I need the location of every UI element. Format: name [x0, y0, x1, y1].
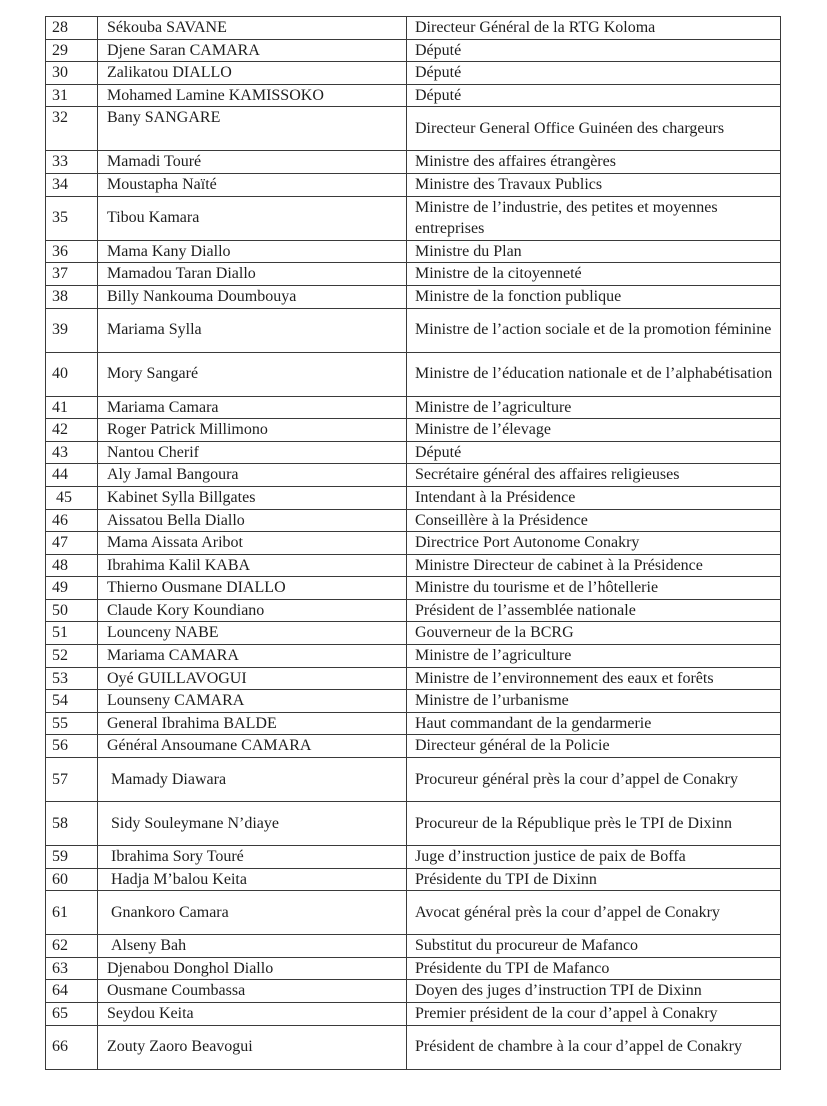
row-number: 44: [46, 464, 98, 487]
person-role: Doyen des juges d’instruction TPI de Dixinn: [407, 980, 781, 1003]
person-name: Ousmane Coumbassa: [98, 980, 407, 1003]
officials-table-body: [46, 17, 781, 1070]
person-name: Général Ansoumane CAMARA: [98, 735, 407, 758]
row-number: 65: [46, 1003, 98, 1026]
table-row: [46, 486, 781, 509]
row-number: 37: [46, 263, 98, 286]
person-role: Ministre des affaires étrangères: [407, 151, 781, 174]
person-role: Gouverneur de la BCRG: [407, 622, 781, 645]
person-role: Directeur General Office Guinéen des chargeurs: [407, 107, 781, 151]
table-row: [46, 419, 781, 442]
person-name: Bany SANGARE: [98, 107, 407, 151]
table-row: [46, 173, 781, 196]
row-number: 46: [46, 509, 98, 532]
person-role: Directeur Général de la RTG Koloma: [407, 17, 781, 40]
person-role: Ministre de l’éducation nationale et de l’alphabétisation: [407, 352, 781, 396]
row-number: 30: [46, 62, 98, 85]
row-number: 50: [46, 599, 98, 622]
row-number: 38: [46, 285, 98, 308]
person-name: Djene Saran CAMARA: [98, 39, 407, 62]
table-row: [46, 554, 781, 577]
person-role: Avocat général près la cour d’appel de Conakry: [407, 891, 781, 935]
table-row: [46, 464, 781, 487]
row-number: 51: [46, 622, 98, 645]
person-role: Ministre de la fonction publique: [407, 285, 781, 308]
person-role: Intendant à la Présidence: [407, 486, 781, 509]
person-role: Procureur de la République près le TPI de Dixinn: [407, 802, 781, 846]
row-number: 45: [46, 486, 98, 509]
person-name: Alseny Bah: [98, 935, 407, 958]
person-role: Directeur général de la Policie: [407, 735, 781, 758]
person-name: Sidy Souleymane N’diaye: [98, 802, 407, 846]
person-name: Thierno Ousmane DIALLO: [98, 577, 407, 600]
row-number: 66: [46, 1025, 98, 1069]
table-row: [46, 957, 781, 980]
person-role: Ministre du tourisme et de l’hôtellerie: [407, 577, 781, 600]
person-name: Claude Kory Koundiano: [98, 599, 407, 622]
person-name: Aly Jamal Bangoura: [98, 464, 407, 487]
person-role: Ministre de l’agriculture: [407, 645, 781, 668]
table-row: [46, 667, 781, 690]
person-role: Député: [407, 84, 781, 107]
person-role: Présidente du TPI de Dixinn: [407, 868, 781, 891]
row-number: 32: [46, 107, 98, 151]
person-name: Nantou Cherif: [98, 441, 407, 464]
person-role: Ministre de l’agriculture: [407, 396, 781, 419]
person-name: Oyé GUILLAVOGUI: [98, 667, 407, 690]
person-role: Député: [407, 441, 781, 464]
row-number: 48: [46, 554, 98, 577]
person-role: Procureur général près la cour d’appel de Conakry: [407, 758, 781, 802]
person-name: Ibrahima Kalil KABA: [98, 554, 407, 577]
person-name: Tibou Kamara: [98, 196, 407, 240]
person-role: Ministre du Plan: [407, 240, 781, 263]
row-number: 28: [46, 17, 98, 40]
table-row: [46, 196, 781, 240]
person-name: Lounseny CAMARA: [98, 690, 407, 713]
person-name: Kabinet Sylla Billgates: [98, 486, 407, 509]
person-name: Gnankoro Camara: [98, 891, 407, 935]
table-row: [46, 599, 781, 622]
row-number: 29: [46, 39, 98, 62]
row-number: 62: [46, 935, 98, 958]
table-row: [46, 84, 781, 107]
row-number: 57: [46, 758, 98, 802]
person-role: Substitut du procureur de Mafanco: [407, 935, 781, 958]
person-name: Zouty Zaoro Beavogui: [98, 1025, 407, 1069]
person-role: Haut commandant de la gendarmerie: [407, 712, 781, 735]
person-name: Seydou Keita: [98, 1003, 407, 1026]
row-number: 63: [46, 957, 98, 980]
person-role: Premier président de la cour d’appel à Conakry: [407, 1003, 781, 1026]
row-number: 34: [46, 173, 98, 196]
person-role: Directrice Port Autonome Conakry: [407, 532, 781, 555]
table-row: [46, 622, 781, 645]
person-name: Ibrahima Sory Touré: [98, 846, 407, 869]
person-name: Roger Patrick Millimono: [98, 419, 407, 442]
person-name: Mariama CAMARA: [98, 645, 407, 668]
table-row: [46, 151, 781, 174]
table-row: [46, 532, 781, 555]
person-role: Secrétaire général des affaires religieuses: [407, 464, 781, 487]
person-name: Mamady Diawara: [98, 758, 407, 802]
person-role: Conseillère à la Présidence: [407, 509, 781, 532]
row-number: 42: [46, 419, 98, 442]
row-number: 54: [46, 690, 98, 713]
officials-table: [45, 16, 781, 1070]
person-name: Mama Kany Diallo: [98, 240, 407, 263]
person-role: Présidente du TPI de Mafanco: [407, 957, 781, 980]
person-role: Président de l’assemblée nationale: [407, 599, 781, 622]
person-role: Ministre de l’urbanisme: [407, 690, 781, 713]
row-number: 59: [46, 846, 98, 869]
row-number: 43: [46, 441, 98, 464]
person-name: Mamadou Taran Diallo: [98, 263, 407, 286]
table-row: [46, 285, 781, 308]
table-row: [46, 509, 781, 532]
person-role: Ministre de l’industrie, des petites et moyennes entreprises: [407, 196, 781, 240]
row-number: 39: [46, 308, 98, 352]
table-row: [46, 17, 781, 40]
person-role: Ministre de l’action sociale et de la promotion féminine: [407, 308, 781, 352]
table-row: [46, 263, 781, 286]
row-number: 53: [46, 667, 98, 690]
row-number: 36: [46, 240, 98, 263]
row-number: 40: [46, 352, 98, 396]
table-row: [46, 396, 781, 419]
person-name: Mariama Sylla: [98, 308, 407, 352]
table-row: [46, 868, 781, 891]
person-role: Ministre de l’environnement des eaux et forêts: [407, 667, 781, 690]
table-row: [46, 107, 781, 151]
table-row: [46, 735, 781, 758]
row-number: 64: [46, 980, 98, 1003]
table-row: [46, 62, 781, 85]
row-number: 55: [46, 712, 98, 735]
table-row: [46, 690, 781, 713]
row-number: 33: [46, 151, 98, 174]
table-row: [46, 1025, 781, 1069]
row-number: 56: [46, 735, 98, 758]
person-role: Ministre de l’élevage: [407, 419, 781, 442]
person-role: Ministre des Travaux Publics: [407, 173, 781, 196]
row-number: 60: [46, 868, 98, 891]
row-number: 52: [46, 645, 98, 668]
row-number: 58: [46, 802, 98, 846]
person-name: Mama Aissata Aribot: [98, 532, 407, 555]
person-name: Lounceny NABE: [98, 622, 407, 645]
person-name: Zalikatou DIALLO: [98, 62, 407, 85]
table-row: [46, 980, 781, 1003]
table-row: [46, 935, 781, 958]
table-row: [46, 577, 781, 600]
person-name: Hadja M’balou Keita: [98, 868, 407, 891]
row-number: 61: [46, 891, 98, 935]
person-role: Député: [407, 62, 781, 85]
person-name: Moustapha Naïté: [98, 173, 407, 196]
table-row: [46, 308, 781, 352]
table-row: [46, 846, 781, 869]
table-row: [46, 39, 781, 62]
table-row: [46, 441, 781, 464]
person-role: Député: [407, 39, 781, 62]
person-name: Mamadi Touré: [98, 151, 407, 174]
row-number: 31: [46, 84, 98, 107]
table-row: [46, 758, 781, 802]
person-name: Aissatou Bella Diallo: [98, 509, 407, 532]
person-name: Mariama Camara: [98, 396, 407, 419]
table-row: [46, 802, 781, 846]
person-role: Ministre Directeur de cabinet à la Présidence: [407, 554, 781, 577]
table-row: [46, 352, 781, 396]
person-role: Ministre de la citoyenneté: [407, 263, 781, 286]
person-name: Mohamed Lamine KAMISSOKO: [98, 84, 407, 107]
table-row: [46, 240, 781, 263]
row-number: 35: [46, 196, 98, 240]
person-name: General Ibrahima BALDE: [98, 712, 407, 735]
row-number: 47: [46, 532, 98, 555]
table-row: [46, 1003, 781, 1026]
table-row: [46, 891, 781, 935]
person-name: Mory Sangaré: [98, 352, 407, 396]
person-name: Djenabou Donghol Diallo: [98, 957, 407, 980]
person-role: Juge d’instruction justice de paix de Boffa: [407, 846, 781, 869]
person-role: Président de chambre à la cour d’appel de Conakry: [407, 1025, 781, 1069]
table-row: [46, 645, 781, 668]
row-number: 41: [46, 396, 98, 419]
person-name: Sékouba SAVANE: [98, 17, 407, 40]
person-name: Billy Nankouma Doumbouya: [98, 285, 407, 308]
table-row: [46, 712, 781, 735]
row-number: 49: [46, 577, 98, 600]
